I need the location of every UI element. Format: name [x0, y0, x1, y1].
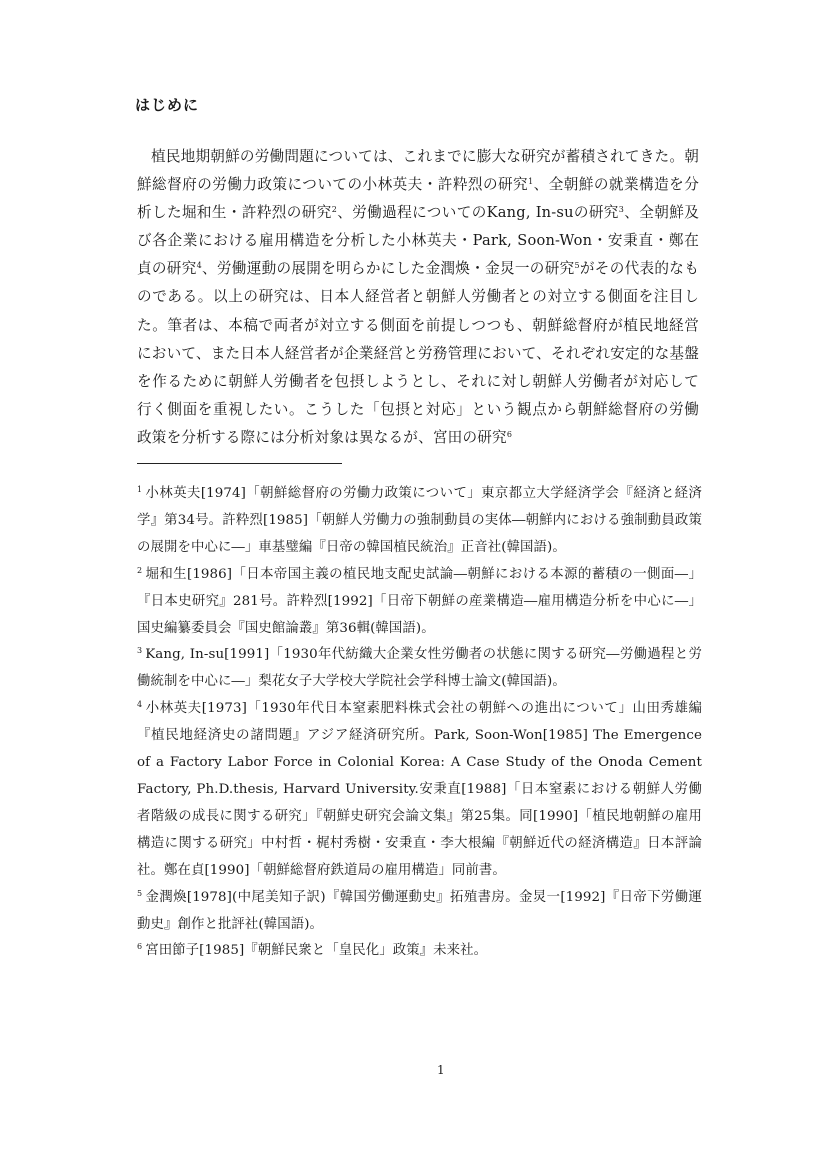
footnote-item	[137, 481, 702, 562]
footnote-text: 金潤煥[1978](中尾美知子訳)『韓国労働運動史』拓殖書房。金炅一[1992]『日帝下労働運動史』創作と批評社(韓国語)。	[137, 889, 702, 932]
body-segment: 植民地期朝鮮の労働問題については、これまでに膨大な研究が蓄積されてきた。朝鮮総督府の労働力政策についての小林英夫・許粋烈の研究	[137, 148, 699, 194]
footnote-ref[interactable]: 1	[528, 177, 534, 187]
footnote-list	[137, 481, 702, 965]
footnote-mark: 4	[137, 700, 143, 710]
footnote-item	[137, 696, 702, 884]
footnote-ref[interactable]: 3	[618, 205, 625, 215]
body-paragraph	[137, 143, 699, 452]
footnote-mark: 1	[137, 485, 143, 494]
footnote-separator	[137, 463, 342, 464]
body-segment: がその代表的なものである。以上の研究は、日本人経営者と朝鮮人労働者との対立する側面を注目した。筆者は、本稿で両者が対立する側面を前提しつつも、朝鮮総督府が植民地経営において、また日本人経営者が企業経営と労務管理において、それぞれ安定的な基盤を作るために朝鮮人労働者を包摂しようとし、それに対し朝鮮人労働者が対応して行く側面を重視したい。こうした「包摂と対応」という観点から朝鮮総督府の労働政策を分析する際には分析対象は異なるが、宮田の研究	[137, 260, 699, 446]
footnote-item	[137, 562, 702, 643]
footnote-item	[137, 642, 702, 696]
footnote-ref[interactable]: 5	[574, 261, 580, 271]
footnote-text: Kang, In-su[1991]「1930年代紡織大企業女性労働者の状態に関する研究―労働過程と労働統制を中心に―」梨花女子大学校大学院社会学科博士論文(韓国語)。	[137, 647, 702, 690]
body-segment: 、労働過程についてのKang, In-suの研究	[337, 204, 619, 222]
page-number: 1	[437, 1063, 445, 1077]
footnote-item	[137, 885, 702, 939]
footnote-ref[interactable]: 2	[331, 205, 338, 215]
footnote-ref[interactable]: 6	[506, 429, 513, 439]
body-segment: 、全朝鮮の就業構造を分析した堀和生・許粋烈の研究	[137, 176, 699, 222]
section-heading: はじめに	[135, 96, 200, 114]
footnote-text: 小林英夫[1974]「朝鮮総督府の労働力政策について」東京都立大学経済学会『経済と経済学』第34号。許粋烈[1985]「朝鮮人労働力の強制動員の実体―朝鮮内における強制動員政策の展開を中心に―」車基璧編『日帝の韓国植民統治』正音社(韓国語)。	[137, 486, 702, 555]
footnote-mark: 6	[137, 942, 143, 952]
footnote-text: 小林英夫[1973]「1930年代日本窒素肥料株式会社の朝鮮への進出について」山田秀雄編『植民地経済史の諸問題』アジア経済研究所。Park, Soon-Won[1985] The Emergence of a Factory Labor Force in Colonial Korea: A Case Study of the Onoda Cement Factory, Ph.D.thesis, Harvard University.安秉直[1988]「日本窒素における朝鮮人労働者階級の成長に関する研究」『朝鮮史研究会論文集』第25集。同[1990]「植民地朝鮮の雇用構造に関する研究」中村哲・梶村秀樹・安秉直・李大根編『朝鮮近代の経済構造』日本評論社。鄭在貞[1990]「朝鮮総督府鉄道局の雇用構造」同前書。	[137, 701, 702, 878]
footnote-item	[137, 938, 702, 965]
footnote-text: 堀和生[1986]「日本帝国主義の植民地支配史試論―朝鮮における本源的蓄積の一側面―」『日本史研究』281号。許粋烈[1992]「日帝下朝鮮の産業構造―雇用構造分析を中心に―」国史編纂委員会『国史館論叢』第36輯(韓国語)。	[137, 566, 702, 636]
footnote-mark: 3	[137, 646, 143, 656]
footnote-mark: 2	[137, 565, 143, 575]
footnote-ref[interactable]: 4	[196, 261, 202, 271]
body-segment: 、全朝鮮及び各企業における雇用構造を分析した小林英夫・Park, Soon-Won・安秉直・鄭在貞の研究	[137, 204, 699, 278]
footnote-mark: 5	[137, 888, 143, 898]
footnote-text: 宮田節子[1985]『朝鮮民衆と「皇民化」政策』未来社。	[145, 943, 488, 959]
body-segment: 、労働運動の展開を明らかにした金潤煥・金炅一の研究	[201, 260, 575, 278]
